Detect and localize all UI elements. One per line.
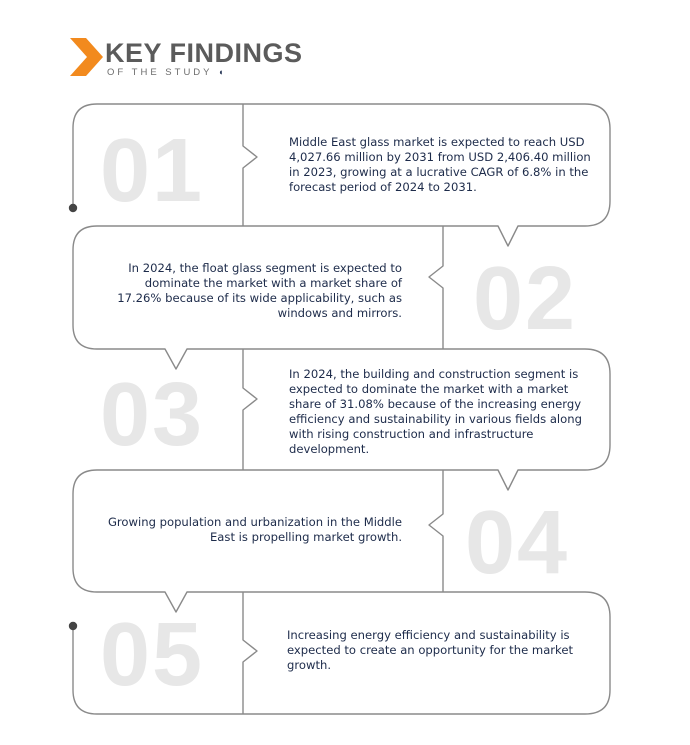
- finding-text-3: In 2024, the building and construction segment is expected to dominate the market with a market share of 31.08% because of the increasing energy efficiency and sustainability in various fields along with rising construction and infrastructure development.: [289, 367, 582, 456]
- finding-number-3: 03: [100, 365, 205, 465]
- subtitle-mark-icon: ◖: [217, 67, 224, 77]
- page-title: KEY FINDINGS: [105, 38, 303, 68]
- timeline-end-dot: [69, 622, 77, 630]
- divider-2: [429, 226, 443, 349]
- finding-number-4: 04: [465, 493, 570, 593]
- divider-3: [243, 349, 257, 470]
- divider-5: [243, 592, 257, 714]
- timeline-start-dot: [69, 204, 77, 212]
- page-subtitle-text: OF THE STUDY: [107, 67, 213, 78]
- divider-1: [243, 104, 257, 226]
- finding-text-4: Growing population and urbanization in the Middle East is propelling market growth.: [107, 515, 402, 544]
- finding-number-2: 02: [473, 249, 578, 349]
- finding-number-1: 01: [100, 121, 205, 221]
- finding-text-1: Middle East glass market is expected to reach USD 4,027.66 million by 2031 from USD 2,406.40 million in 2023, growing at a lucrative CAGR of 6.8% in the forecast period of 2024 to 2031.: [289, 135, 591, 194]
- divider-4: [429, 470, 443, 592]
- finding-number-5: 05: [100, 605, 205, 705]
- finding-text-2: In 2024, the float glass segment is expected to dominate the market with a market share of 17.26% because of its wide applicability, such as windows and mirrors.: [117, 261, 402, 320]
- finding-text-5: Increasing energy efficiency and sustainability is expected to create an opportunity for the market growth.: [287, 628, 574, 672]
